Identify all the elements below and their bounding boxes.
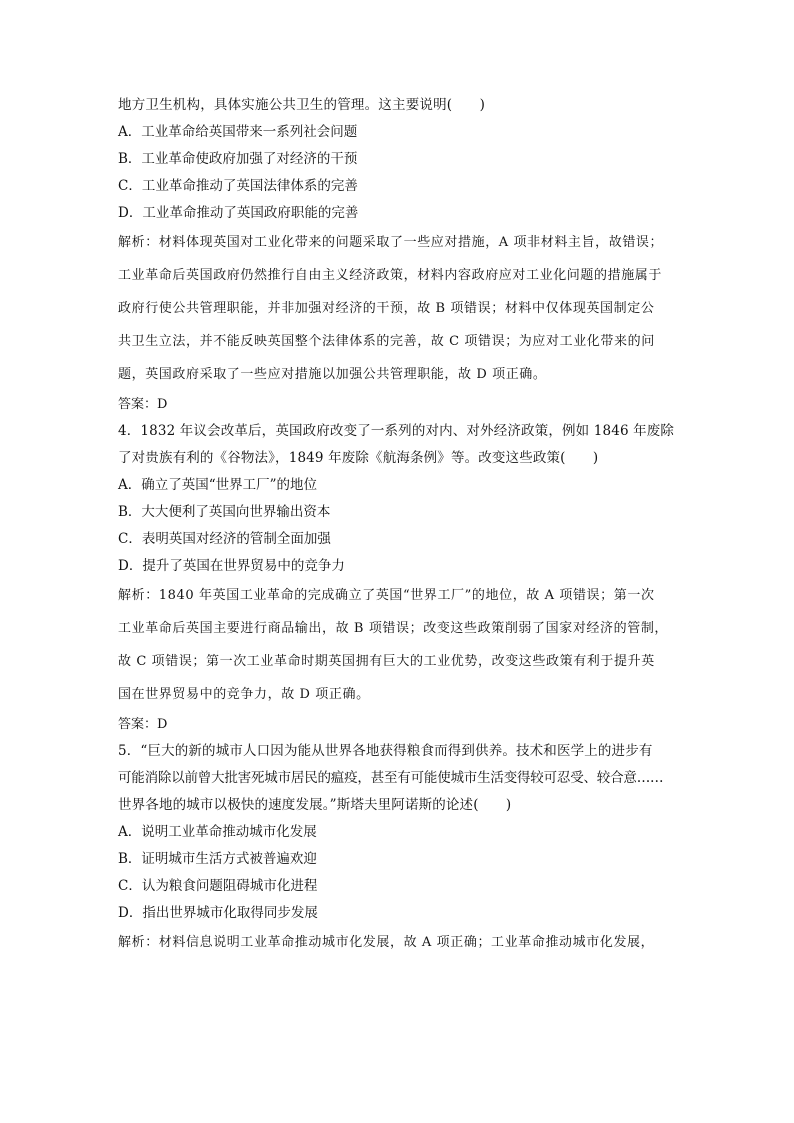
question-4-answer: 答案：D bbox=[118, 717, 168, 732]
question-5-option-d: D．指出世界城市化取得同步发展 bbox=[118, 905, 318, 921]
question-3-analysis-line: 政府行使公共管理职能，并非加强对经济的干预，故 B 项错误；材料中仅体现英国制定公 bbox=[118, 301, 655, 316]
question-4-analysis-line: 故 C 项错误；第一次工业革命时期英国拥有巨大的工业优势，改变这些政策有利于提升英 bbox=[118, 654, 655, 669]
question-4-option-c: C．表明英国对经济的管制全面加强 bbox=[118, 531, 331, 547]
question-3-analysis-line: 工业革命后英国政府仍然推行自由主义经济政策，材料内容政府应对工业化问题的措施属于 bbox=[118, 268, 663, 283]
document-page bbox=[118, 96, 684, 967]
question-3-option-c: C．工业革命推动了英国法律体系的完善 bbox=[118, 178, 358, 194]
question-3-analysis-line: 共卫生立法，并不能反映英国整个法律体系的完善，故 C 项错误；为应对工业化带来的问 bbox=[118, 334, 655, 349]
question-5-stem-line: 可能消除以前曾大批害死城市居民的瘟疫，甚至有可能使城市生活变得较可忍受、较合意…… bbox=[118, 770, 664, 786]
question-3-option-b: B．工业革命使政府加强了对经济的干预 bbox=[118, 151, 358, 167]
question-3-option-d: D．工业革命推动了英国政府职能的完善 bbox=[118, 205, 359, 221]
question-4-analysis-line: 解析：1840 年英国工业革命的完成确立了英国“世界工厂”的地位，故 A 项错误；第一次 bbox=[118, 588, 655, 603]
question-5-stem-line: 5．“巨大的新的城市人口因为能从世界各地获得粮食而得到供养。技术和医学上的进步有 bbox=[118, 743, 653, 759]
question-4-option-a: A．确立了英国“世界工厂”的地位 bbox=[118, 477, 318, 493]
question-3-analysis-line: 解析：材料体现英国对工业化带来的问题采取了一些应对措施，A 项非材料主旨，故错误； bbox=[118, 235, 664, 250]
question-5-option-c: C．认为粮食问题阻碍城市化进程 bbox=[118, 878, 318, 894]
question-4-option-d: D．提升了英国在世界贸易中的竞争力 bbox=[118, 558, 345, 574]
question-4-stem-line: 4．1832 年议会改革后，英国政府改变了一系列的对内、对外经济政策，例如 1846 年废除 bbox=[118, 423, 675, 439]
question-5-stem-line: 世界各地的城市以极快的速度发展。”斯塔夫里阿诺斯的论述( ) bbox=[118, 797, 512, 813]
question-5-option-a: A．说明工业革命推动城市化发展 bbox=[118, 824, 317, 840]
question-4-option-b: B．大大便利了英国向世界输出资本 bbox=[118, 504, 331, 520]
question-5-analysis-line: 解析：材料信息说明工业革命推动城市化发展，故 A 项正确；工业革命推动城市化发展， bbox=[118, 935, 655, 950]
question-3-stem: 地方卫生机构，具体实施公共卫生的管理。这主要说明( ) bbox=[118, 97, 486, 113]
question-4-analysis-line: 工业革命后英国主要进行商品输出，故 B 项错误；改变这些政策削弱了国家对经济的管制， bbox=[118, 621, 669, 636]
question-5-option-b: B．证明城市生活方式被普遍欢迎 bbox=[118, 851, 317, 867]
question-4-analysis-line: 国在世界贸易中的竞争力，故 D 项正确。 bbox=[118, 687, 370, 702]
question-3-analysis-line: 题，英国政府采取了一些应对措施以加强公共管理职能，故 D 项正确。 bbox=[118, 367, 547, 382]
question-3-answer: 答案：D bbox=[118, 397, 168, 412]
question-4-stem-line: 了对贵族有利的《谷物法》，1849 年废除《航海条例》等。改变这些政策( ) bbox=[118, 450, 599, 466]
question-3-option-a: A．工业革命给英国带来一系列社会问题 bbox=[118, 124, 358, 140]
